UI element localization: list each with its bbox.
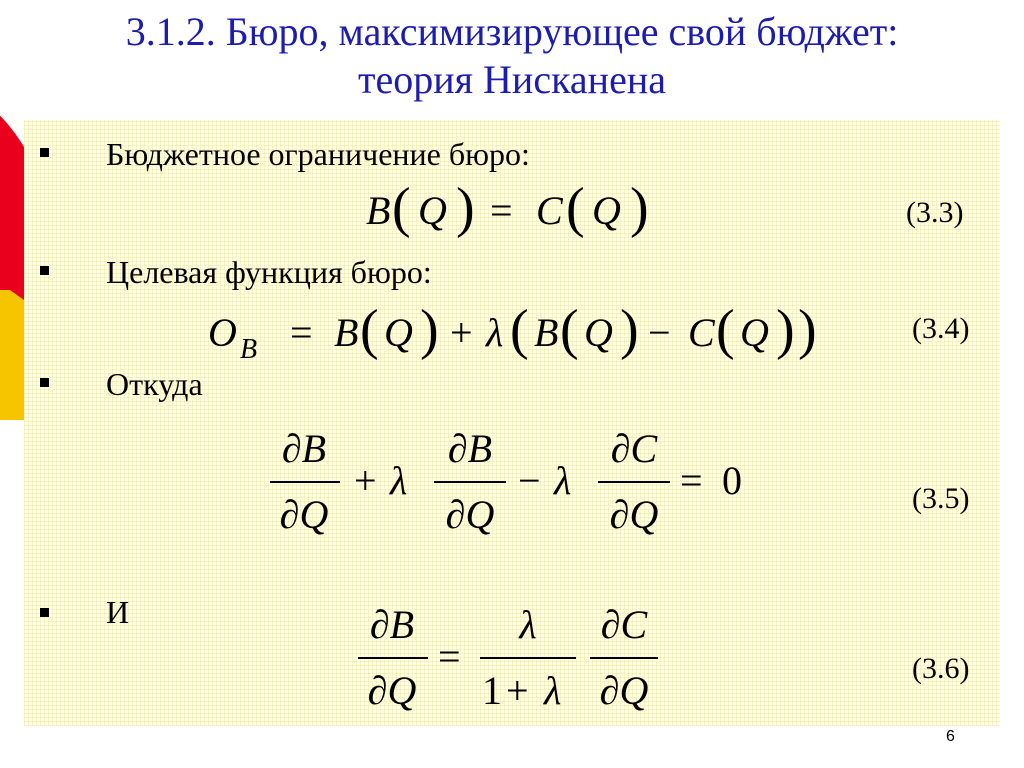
page-number: 6	[946, 728, 955, 745]
item-text-objective-function: Целевая функция бюро:	[106, 254, 432, 290]
numerator-dc: ∂C	[600, 602, 648, 647]
lambda-symbol: λ	[486, 310, 504, 355]
lambda-symbol: λ	[390, 458, 408, 503]
item-text-whence: Откуда	[106, 366, 203, 402]
formula-3-6	[352, 596, 672, 726]
svg-text:): )	[798, 299, 817, 361]
bullet-marker	[40, 148, 49, 157]
svg-text:(: (	[716, 299, 735, 361]
bullet-marker	[40, 266, 49, 275]
svg-text:(: (	[360, 299, 379, 361]
svg-text:): )	[630, 177, 649, 239]
equals-sign: =	[490, 188, 513, 233]
title-line-2: теория Нисканена	[358, 57, 666, 102]
var-b: B	[366, 188, 391, 233]
equation-number-3-5: (3.5)	[912, 482, 970, 515]
numerator-db: ∂B	[447, 426, 493, 471]
var-q: Q	[418, 188, 447, 233]
equals-sign: =	[438, 634, 461, 679]
subscript-b: B	[240, 334, 258, 365]
numerator-lambda: λ	[519, 602, 537, 647]
numerator-db: ∂B	[369, 602, 415, 647]
var-b: B	[334, 310, 359, 355]
svg-text:): )	[620, 299, 639, 361]
slide-title	[0, 8, 1024, 104]
denominator-dq: ∂Q	[445, 492, 495, 537]
bullet-marker	[40, 378, 49, 387]
title-line-1: 3.1.2. Бюро, максимизирующее свой бюджет:	[125, 9, 899, 54]
equation-number-3-4: (3.4)	[912, 312, 970, 345]
denominator-one: 1	[482, 668, 502, 713]
numerator-dc: ∂C	[610, 426, 658, 471]
svg-text:(: (	[560, 299, 579, 361]
svg-text:): )	[776, 299, 795, 361]
var-c: C	[536, 188, 563, 233]
minus-sign: −	[518, 458, 541, 503]
numerator-db: ∂B	[281, 426, 327, 471]
var-c: C	[688, 310, 715, 355]
denominator-dq: ∂Q	[367, 668, 417, 713]
var-q: Q	[384, 310, 413, 355]
equation-number-3-3: (3.3)	[906, 196, 964, 229]
formula-3-4	[206, 300, 836, 370]
svg-text:(: (	[392, 177, 411, 239]
plus-sign: +	[354, 458, 377, 503]
lambda-symbol: λ	[544, 668, 562, 713]
plus-sign: +	[506, 668, 529, 713]
equals-sign: =	[290, 310, 313, 355]
denominator-dq: ∂Q	[279, 492, 329, 537]
svg-text:): )	[420, 299, 439, 361]
svg-text:): )	[456, 177, 475, 239]
bullet-marker	[40, 608, 49, 617]
item-text-and: И	[106, 594, 130, 630]
svg-text:(: (	[566, 177, 585, 239]
item-text-budget-constraint: Бюджетное ограничение бюро:	[106, 136, 530, 172]
lambda-symbol: λ	[554, 458, 572, 503]
plus-sign: +	[450, 310, 473, 355]
zero: 0	[722, 458, 742, 503]
svg-text:(: (	[510, 299, 529, 361]
var-o: O	[208, 310, 237, 355]
var-q: Q	[584, 310, 613, 355]
formula-3-5	[264, 420, 764, 550]
var-q: Q	[592, 188, 621, 233]
minus-sign: −	[648, 310, 671, 355]
formula-3-3	[360, 176, 670, 246]
var-q: Q	[740, 310, 769, 355]
var-b: B	[534, 310, 559, 355]
equals-sign: =	[680, 458, 703, 503]
denominator-dq: ∂Q	[599, 668, 649, 713]
equation-number-3-6: (3.6)	[912, 652, 970, 685]
denominator-dq: ∂Q	[609, 492, 659, 537]
